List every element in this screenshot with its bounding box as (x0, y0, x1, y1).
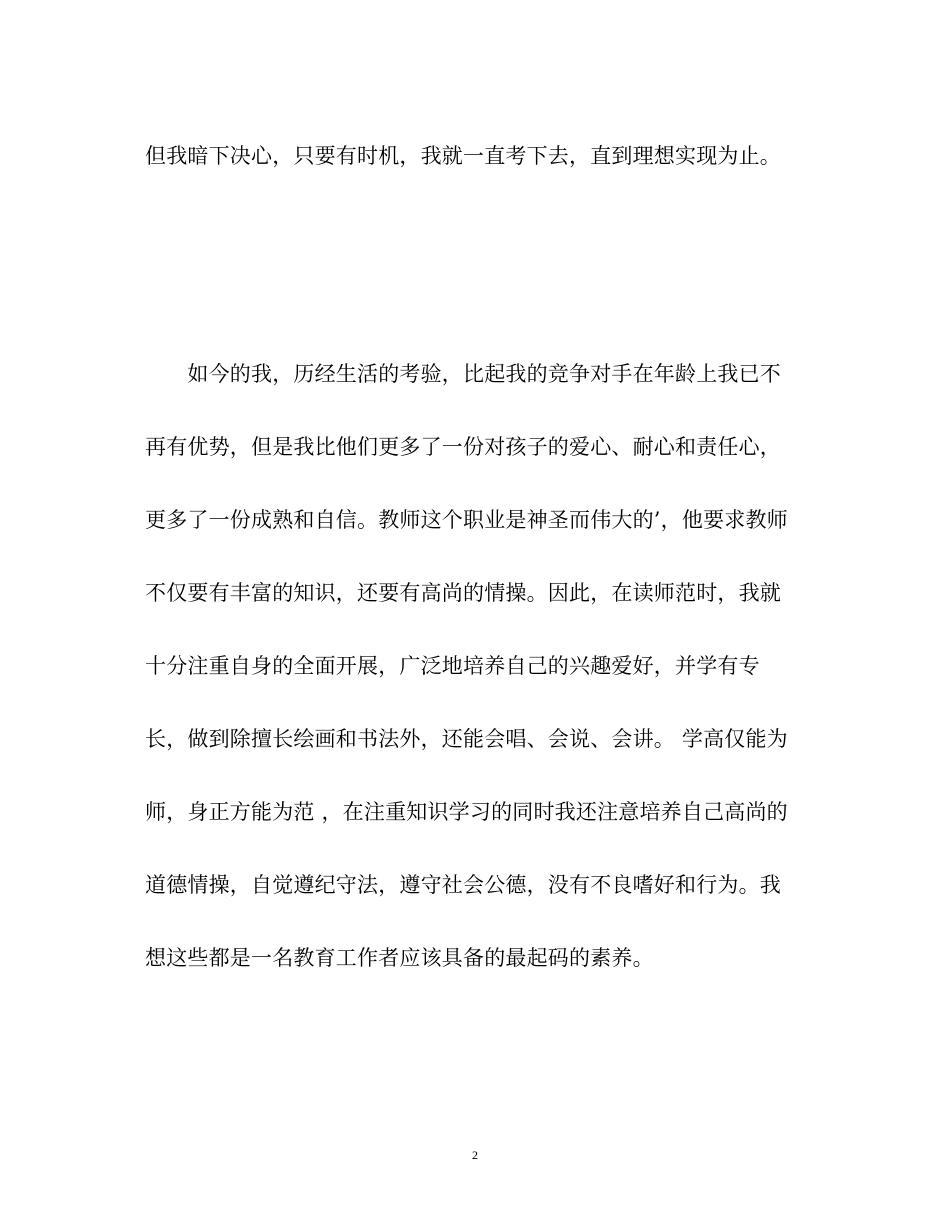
paragraph-2-line-8: 道德情操，自觉遵纪守法，遵守社会公德，没有不良嗜好和行为。我 (145, 873, 781, 897)
paragraph-1-line-1: 但我暗下决心，只要有时机，我就一直考下去，直到理想实现为止。 (145, 144, 781, 168)
paragraph-2-line-9: 想这些都是一名教育工作者应该具备的最起码的素养。 (145, 946, 654, 970)
page-number: 2 (472, 1148, 478, 1162)
paragraph-2-line-4: 不仅要有丰富的知识，还要有高尚的情操。因此，在读师范时，我就 (145, 581, 781, 605)
paragraph-2-line-2: 再有优势，但是我比他们更多了一份对孩子的爱心、耐心和责任心， (145, 435, 781, 459)
paragraph-2-line-7: 师，身正方能为范 ，在注重知识学习的同时我还注意培养自己高尚的 (145, 800, 788, 824)
paragraph-2-line-5: 十分注重自身的全面开展，广泛地培养自己的兴趣爱好，并学有专 (145, 654, 760, 678)
paragraph-2-line-6: 长，做到除擅长绘画和书法外，还能会唱、会说、会讲。 学高仅能为 (145, 727, 788, 751)
paragraph-2-line-1: 如今的我，历经生活的考验，比起我的竞争对手在年龄上我已不 (145, 362, 781, 386)
paragraph-2-line-3: 更多了一份成熟和自信。教师这个职业是神圣而伟大的’，他要求教师 (145, 508, 788, 532)
